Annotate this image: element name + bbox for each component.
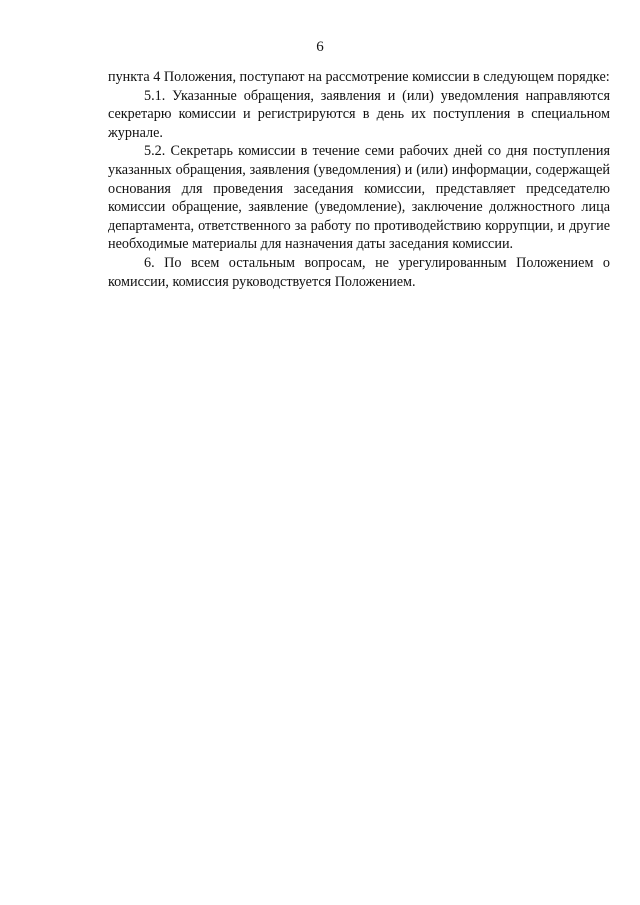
page-number: 6 [316,39,324,55]
paragraph-item-5-1: 5.1. Указанные обращения, заявления и (или) уведомления направляются секретарю комиссии и регистрируются в день их поступления в специальном журнале. [108,87,610,141]
document-body [108,68,610,291]
paragraph-item-6: 6. По всем остальным вопросам, не урегулированным Положением о комиссии, комиссия руководствуется Положением. [108,254,610,290]
paragraph-continuation: пункта 4 Положения, поступают на рассмотрение комиссии в следующем порядке: [108,69,610,85]
paragraph-item-5-2: 5.2. Секретарь комиссии в течение семи рабочих дней со дня поступления указанных обращения, заявления (уведомления) и (или) информации, содержащей основания для проведения заседания комиссии, представляет председателю комиссии обращение, заявление (уведомление), заключение должностного лица департамента, ответственного за работу по противодействию коррупции, и другие необходимые материалы для назначения даты заседания комиссии. [108,143,610,253]
